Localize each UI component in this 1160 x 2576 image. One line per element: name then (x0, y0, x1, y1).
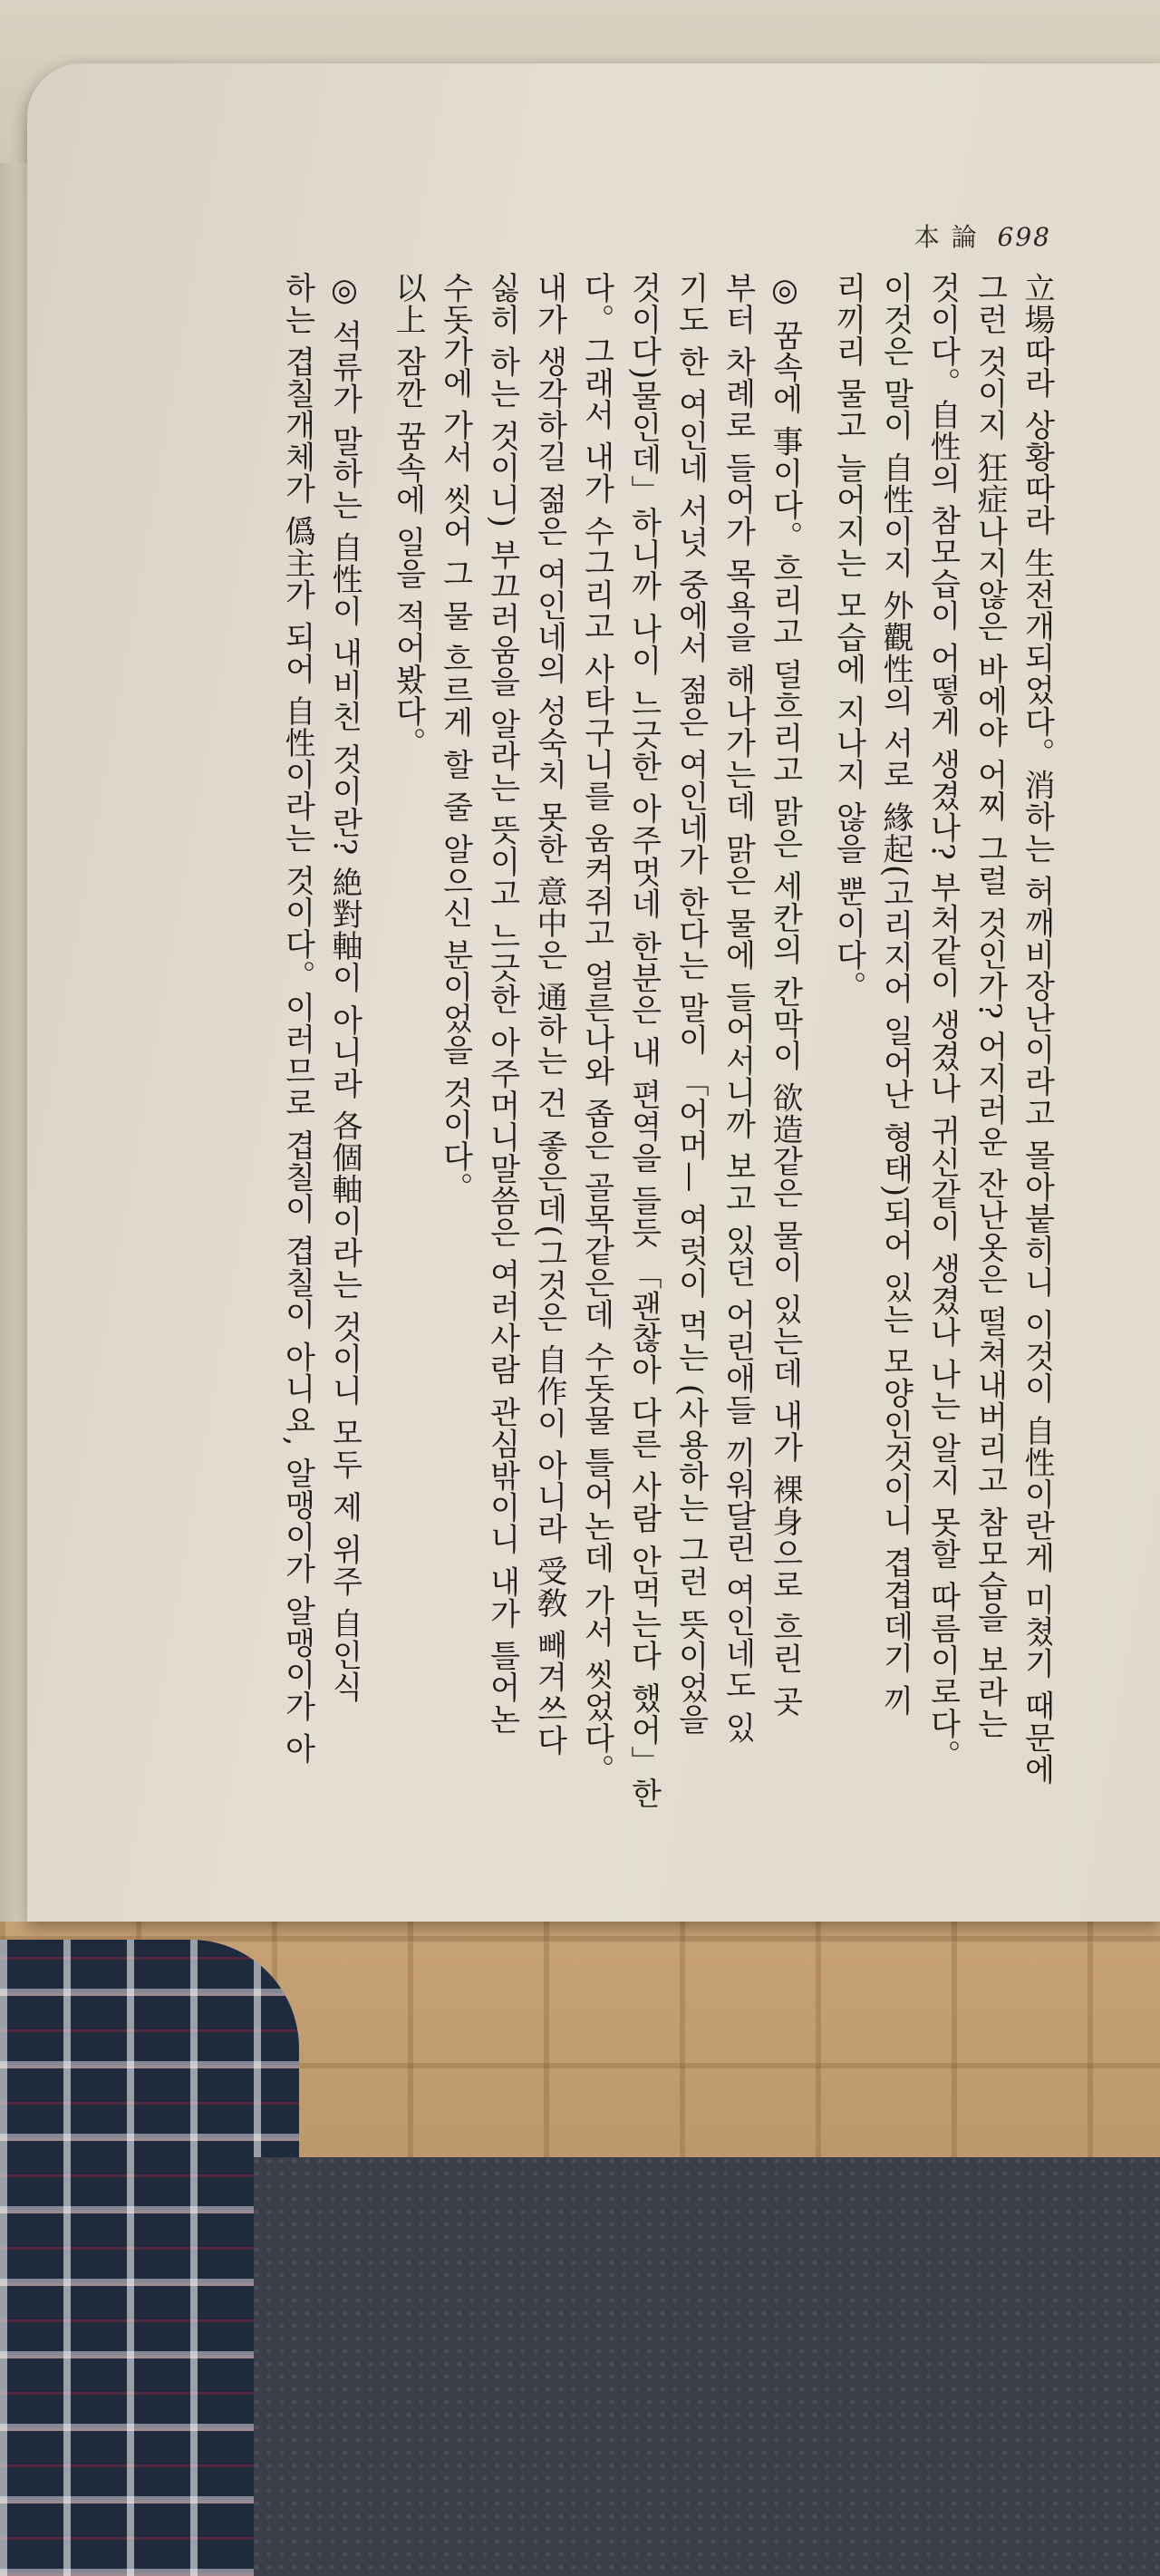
text-line: 하는 겹칠개체가 僞主가 되어 自性이라는 것이다。이러므로 겹칠이 겹칠이 아니요, 알맹이가 알맹이가 아 (279, 272, 315, 1765)
text-line: 다。그래서 내가 수그리고 사타구니를 움켜쥐고 얼른나와 좁은 골목같은데 수돗물 틀어논데 가서 씻었다。 (578, 272, 614, 1786)
text-line: 싫히 하는 것이니) 부끄러움을 알라는 뜻이고 느긋한 아주머니말씀은 여러사람 관심밖이니 내가 틀어논 (484, 272, 520, 1736)
text-line: 이것은 말이 自性이지 外觀性의 서로 緣起(고리지어 일어난 형태)되어 있는 모양인것이니 겹겹데기 끼 (877, 272, 914, 1717)
towel (254, 2157, 1160, 2576)
text-line: 리끼리 물고 늘어지는 모습에 지나지 않을 뿐이다。 (830, 272, 866, 1002)
text-line: 以上 잠깐 꿈속에 일을 적어봤다。 (390, 272, 426, 760)
text-line: 기도 한 여인네 서넛 중에서 젊은 여인네가 한다는 말이 「어머— 여럿이 먹는 (사용하는 그런 뜻이었을 (672, 272, 709, 1736)
text-line: 立場따라 상황따라 生전개되었다。消하는 허깨비장난이라고 몰아붙히니 이것이 自性이란게 미쳤기 때문에 (1019, 272, 1055, 1786)
section-title: 本 論 (914, 222, 979, 252)
text-line: 것이다。自性의 참모습이 어떻게 생겼나? 부처같이 생겼나 귀신같이 생겼나 나는 알지 못할 따름이로다。 (924, 272, 961, 1772)
text-line: 수돗가에 가서 씻어 그 물 흐르게 할 줄 알으신 분이었을 것이다。 (437, 272, 473, 1205)
text-line: 내가 생각하길 젊은 여인네의 성숙치 못한 意中은 通하는 건 좋은데(그것은 自作이 아니라 受敎 빼겨쓰다 (531, 272, 567, 1757)
text-line: 것이다)물인데」하니까 나이 느긋한 아주멋네 한분은 내 편역을 들듯 「괜찮아 다른 사람 안먹는다 했어」한 (625, 272, 662, 1809)
page-number: 698 (997, 222, 1051, 252)
text-line: ◎ 석류가 말하는 自性이 내비친 것이란? 絶對軸이 아니라 各個軸이라는 것이니 모두 제 위주 自인식 (326, 272, 362, 1703)
text-line: ◎ 꿈속에 事이다。흐리고 덜흐리고 맑은 세칸의 칸막이 欲造같은 물이 있는데 내가 裸身으로 흐린 곳 (767, 272, 803, 1718)
page-header (914, 218, 1051, 254)
text-line: 그런 것이지 狂症나지않은 바에야 어찌 그럴 것인가? 어지러운 잔난옷은 떨쳐내버리고 참모습을 보라는 (972, 272, 1008, 1740)
vertical-body-text (274, 272, 1060, 1885)
text-line: 부터 차례로 들어가 목욕을 해나가는데 맑은 물에 들어서니까 보고 있던 어린애들 끼워달린 여인네도 있 (720, 272, 756, 1744)
